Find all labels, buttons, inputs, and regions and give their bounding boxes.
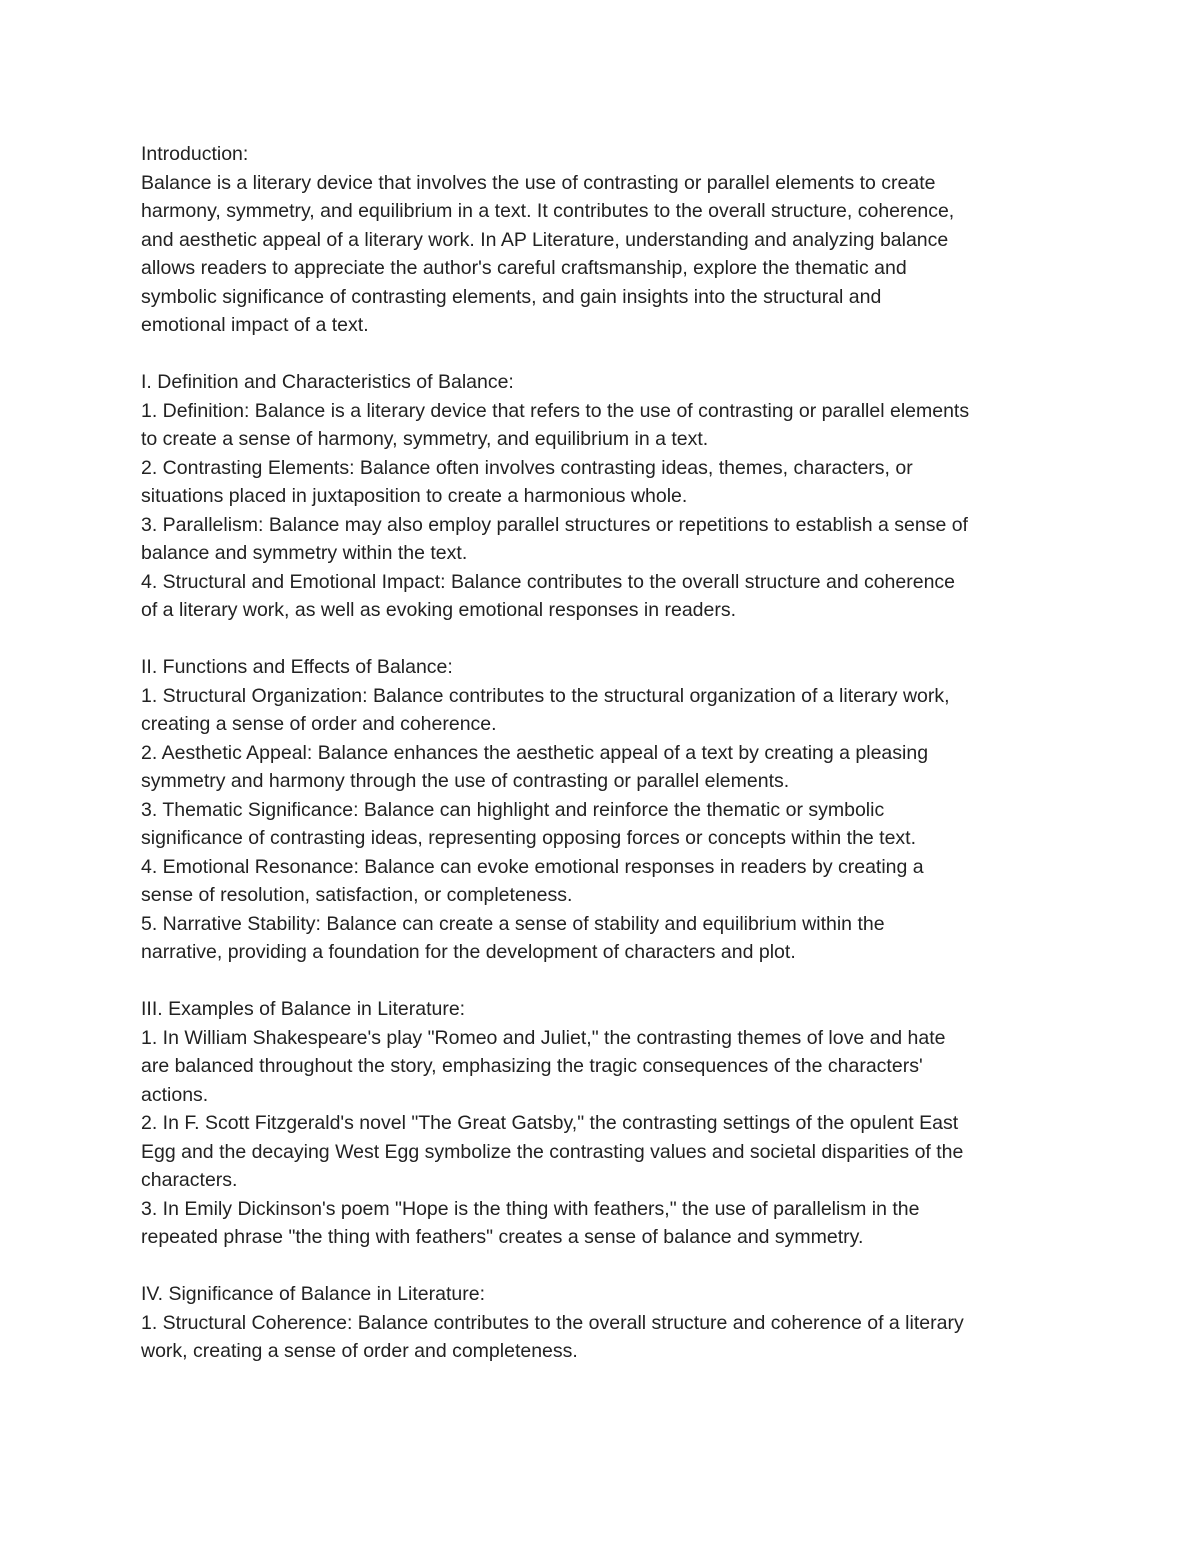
list-item-line: 2. Contrasting Elements: Balance often involves contrasting ideas, themes, characters, or <box>141 456 913 479</box>
list-item-line: balance and symmetry within the text. <box>141 542 468 564</box>
section-heading: IV. Significance of Balance in Literature: <box>141 1283 485 1305</box>
section-heading: Introduction: <box>141 143 249 165</box>
list-item-line: 4. Structural and Emotional Impact: Balance contributes to the overall structure and coherence <box>141 570 956 593</box>
section-heading: II. Functions and Effects of Balance: <box>141 656 453 678</box>
list-item-line: 4. Emotional Resonance: Balance can evoke emotional responses in readers by creating a <box>141 855 924 878</box>
list-item-line: Egg and the decaying West Egg symbolize the contrasting values and societal disparities of the <box>141 1140 964 1163</box>
paragraph-line: allows readers to appreciate the author's careful craftsmanship, explore the thematic and <box>141 257 907 279</box>
definition-section <box>141 368 1066 625</box>
section-heading: III. Examples of Balance in Literature: <box>141 998 466 1020</box>
introduction-section <box>141 140 1066 340</box>
list-item-line: situations placed in juxtaposition to create a harmonious whole. <box>141 485 688 507</box>
list-item-line: symmetry and harmony through the use of contrasting or parallel elements. <box>141 770 790 792</box>
list-item-line: 5. Narrative Stability: Balance can create a sense of stability and equilibrium within the <box>141 912 885 935</box>
list-item-line: repeated phrase "the thing with feathers" creates a sense of balance and symmetry. <box>141 1226 864 1248</box>
list-item-line: actions. <box>141 1083 209 1106</box>
examples-section <box>141 995 1066 1252</box>
list-item-line: 1. Structural Organization: Balance contributes to the structural organization of a literary work, <box>141 684 950 707</box>
list-item-line: 3. Parallelism: Balance may also employ parallel structures or repetitions to establish a sense of <box>141 513 968 536</box>
list-item-line: 1. Definition: Balance is a literary device that refers to the use of contrasting or parallel elements <box>141 399 970 422</box>
list-item-line: 2. Aesthetic Appeal: Balance enhances the aesthetic appeal of a text by creating a pleasing <box>141 741 929 764</box>
list-item-line: sense of resolution, satisfaction, or completeness. <box>141 884 573 906</box>
list-item-line: of a literary work, as well as evoking emotional responses in readers. <box>141 599 737 621</box>
paragraph-line: emotional impact of a text. <box>141 314 369 336</box>
list-item-line: 1. In William Shakespeare's play "Romeo and Juliet," the contrasting themes of love and hate <box>141 1026 946 1049</box>
list-item-line: characters. <box>141 1169 238 1191</box>
list-item-line: 2. In F. Scott Fitzgerald's novel "The Great Gatsby," the contrasting settings of the opulent East <box>141 1112 959 1134</box>
functions-section <box>141 653 1066 967</box>
paragraph-line: harmony, symmetry, and equilibrium in a text. It contributes to the overall structure, coherence, <box>141 200 955 222</box>
list-item-line: work, creating a sense of order and completeness. <box>141 1340 578 1362</box>
list-item-line: 3. In Emily Dickinson's poem "Hope is the thing with feathers," the use of parallelism in the <box>141 1197 920 1220</box>
list-item-line: significance of contrasting ideas, representing opposing forces or concepts within the text. <box>141 827 917 849</box>
list-item-line: creating a sense of order and coherence. <box>141 713 497 735</box>
paragraph-line: and aesthetic appeal of a literary work. In AP Literature, understanding and analyzing balance <box>141 228 949 251</box>
section-heading: I. Definition and Characteristics of Balance: <box>141 371 514 393</box>
document-page <box>141 140 1066 1394</box>
paragraph-line: symbolic significance of contrasting elements, and gain insights into the structural and <box>141 285 882 308</box>
paragraph-line: Balance is a literary device that involves the use of contrasting or parallel elements to create <box>141 171 936 194</box>
list-item-line: to create a sense of harmony, symmetry, and equilibrium in a text. <box>141 428 709 450</box>
significance-section <box>141 1280 1066 1366</box>
list-item-line: are balanced throughout the story, emphasizing the tragic consequences of the characters' <box>141 1055 923 1077</box>
list-item-line: narrative, providing a foundation for the development of characters and plot. <box>141 941 796 963</box>
list-item-line: 1. Structural Coherence: Balance contributes to the overall structure and coherence of a literary <box>141 1311 964 1334</box>
list-item-line: 3. Thematic Significance: Balance can highlight and reinforce the thematic or symbolic <box>141 798 885 821</box>
